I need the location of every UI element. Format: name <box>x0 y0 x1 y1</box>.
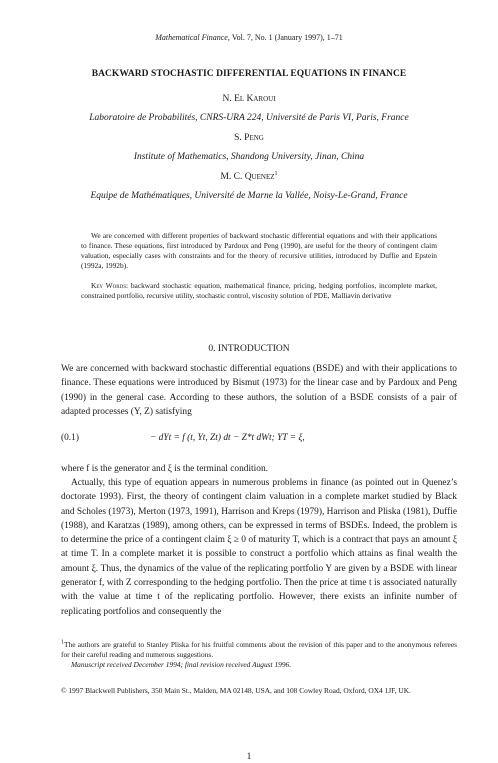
body-text: Actually, this type of equation appears in numerous problems in finance (as pointed out in Quenez’s doctorate 1993). First, the theory of contingent claim valuation in a complete market studied by Black and Scholes (1973), Merton (1973, 1991), Harrison and Kreps (1979), Harrison and Pliska (1981), Duffie (1988), and Karatzas (1989), among others, can be expressed in terms of BSDEs. Indeed, the problem is to determine the price of a contingent claim ξ ≥ 0 of maturity T, which is a contract that pays an amount ξ at time T. In a complete market it is possible to construct a portfolio which attains as final wealth the amount ξ. Thus, the dynamics of the value of the replicating portfolio Y are given by a BSDE with linear generator f, with Z corresponding to the hedging portfolio. Then the price at time t is associated naturally with the value at time t of the replicating portfolio. However, there exists an infinite number of replicating portfolios and consequently the <box>61 478 457 617</box>
author-affiliation: Equipe de Mathématiques, Université de Marne la Vallée, Noisy-Le-Grand, France <box>90 191 408 201</box>
copyright-notice <box>61 686 457 696</box>
author-affiliation: Laboratoire de Probabilités, CNRS-URA 224, Université de Paris VI, Paris, France <box>89 113 409 123</box>
equation <box>150 433 410 443</box>
journal-name: Mathematical Finance, <box>155 33 230 42</box>
keywords <box>81 281 437 301</box>
author-name-text: M. C. Quenez <box>220 172 275 182</box>
author-name: N. El Karoui <box>222 94 276 104</box>
author-name <box>0 172 498 182</box>
after-equation <box>61 462 457 476</box>
keywords-text: backward stochastic equation, mathematical finance, pricing, hedging portfolios, incomplete market, constrained portfolio, recursive utility, stochastic control, viscosity solution of PDE, Malliavin derivative <box>81 281 438 300</box>
intro-text: We are concerned with backward stochastic differential equations (BSDE) and with their applications to finance. These equations were introduced by Bismut (1973) for the linear case and by Pardoux and Peng (1990) in the general case. According to these authors, the solution of a BSDE consists of a pair of adapted processes (Y, Z) satisfying <box>61 364 457 417</box>
equation-text: − dYt = f (t, Yt, Zt) dt − Z*t dWt; YT = ξ, <box>150 433 305 443</box>
after-equation-text: where f is the generator and ξ is the terminal condition. <box>61 464 268 474</box>
footnote-received: Manuscript received December 1994; final revision received August 1996. <box>71 660 292 670</box>
author-affiliation: Institute of Mathematics, Shandong University, Jinan, China <box>133 152 365 162</box>
footnote-acknowledgment: The authors are grateful to Stanley Pliska for his fruitful comments about the revision of this paper and to the anonymous referees for their careful reading and numerous suggestions. <box>61 640 457 660</box>
keywords-label: Key Words: <box>91 281 129 290</box>
body-paragraph <box>61 476 457 619</box>
footnote-mark: 1 <box>274 170 278 177</box>
section-heading: 0. INTRODUCTION <box>208 344 290 354</box>
footnote-block <box>61 640 457 671</box>
abstract-text: We are concerned with different properties of backward stochastic differential equations and with their applications to finance. These equations, first introduced by Pardoux and Peng (1990), are useful for the theory of contingent claim valuation, especially cases with constraints and for the theory of recursive utilities, introduced by Duffie and Epstein (1992a, 1992b). <box>81 231 437 270</box>
footnote-mark: 1 <box>61 639 64 646</box>
intro-paragraph <box>61 362 457 419</box>
journal-header <box>0 33 498 42</box>
paper-title: BACKWARD STOCHASTIC DIFFERENTIAL EQUATIONS IN FINANCE <box>91 69 407 79</box>
equation-number: (0.1) <box>61 433 79 443</box>
page-number: 1 <box>246 752 252 762</box>
abstract <box>81 231 437 271</box>
journal-issue: Vol. 7, No. 1 (January 1997), 1–71 <box>231 33 343 42</box>
copyright-text: © 1997 Blackwell Publishers, 350 Main St., Malden, MA 02148, USA, and 108 Cowley Road, Oxford, OX4 1JF, UK. <box>61 686 411 695</box>
author-name: S. Peng <box>234 133 264 143</box>
